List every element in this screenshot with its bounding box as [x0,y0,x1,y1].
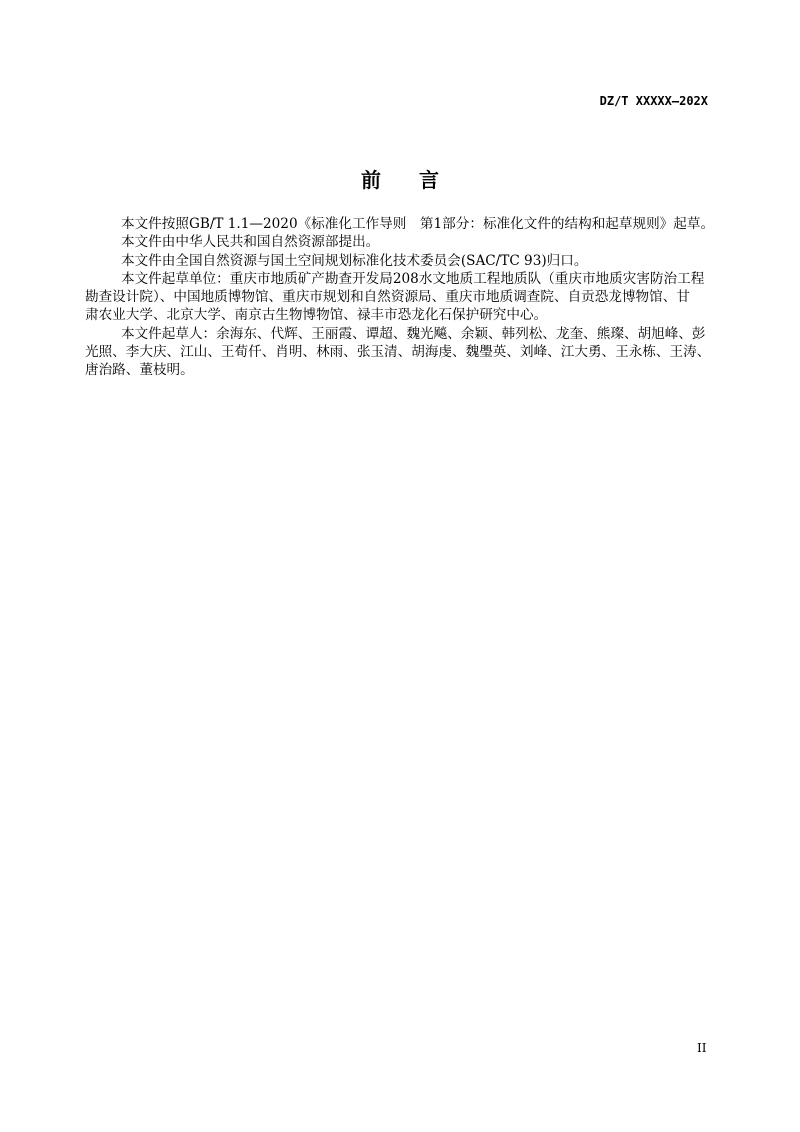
paragraph-drafters-cont: 唐治路、董枝明。 [85,362,194,379]
page-title: 前言 [361,168,477,192]
paragraph-drafting-units: 本文件起草单位：重庆市地质矿产勘查开发局208水文地质工程地质队（重庆市地质灾害防治工程 [121,270,705,287]
document-code-header: DZ/T XXXXX—202X [599,94,708,108]
paragraph-drafters-cont: 光照、李大庆、江山、王荀仟、肖明、林雨、张玉清、胡海虔、魏璺英、刘峰、江大勇、王永栋、王涛、 [85,344,711,361]
paragraph-drafting-units-cont: 勘查设计院）、中国地质博物馆、重庆市规划和自然资源局、重庆市地质调查院、自贡恐龙博物馆、甘 [85,289,690,306]
foreword-body [85,215,725,380]
page-number: II [697,1041,707,1055]
paragraph-drafters: 本文件起草人：余海东、代辉、王丽霞、谭超、魏光飚、余颖、韩列松、龙奎、熊璨、胡旭峰、彭 [121,325,706,342]
paragraph-standard-basis: 本文件按照GB/T 1.1—2020《标准化工作导则 第1部分：标准化文件的结构和起草规则》起草。 [121,216,715,232]
paragraph-administrator: 本文件由全国自然资源与国土空间规划标准化技术委员会(SAC/TC 93)归口。 [121,252,588,269]
paragraph-proposer: 本文件由中华人民共和国自然资源部提出。 [121,234,380,251]
paragraph-drafting-units-cont: 肃农业大学、北京大学、南京古生物博物馆、禄丰市恐龙化石保护研究中心。 [85,307,548,324]
